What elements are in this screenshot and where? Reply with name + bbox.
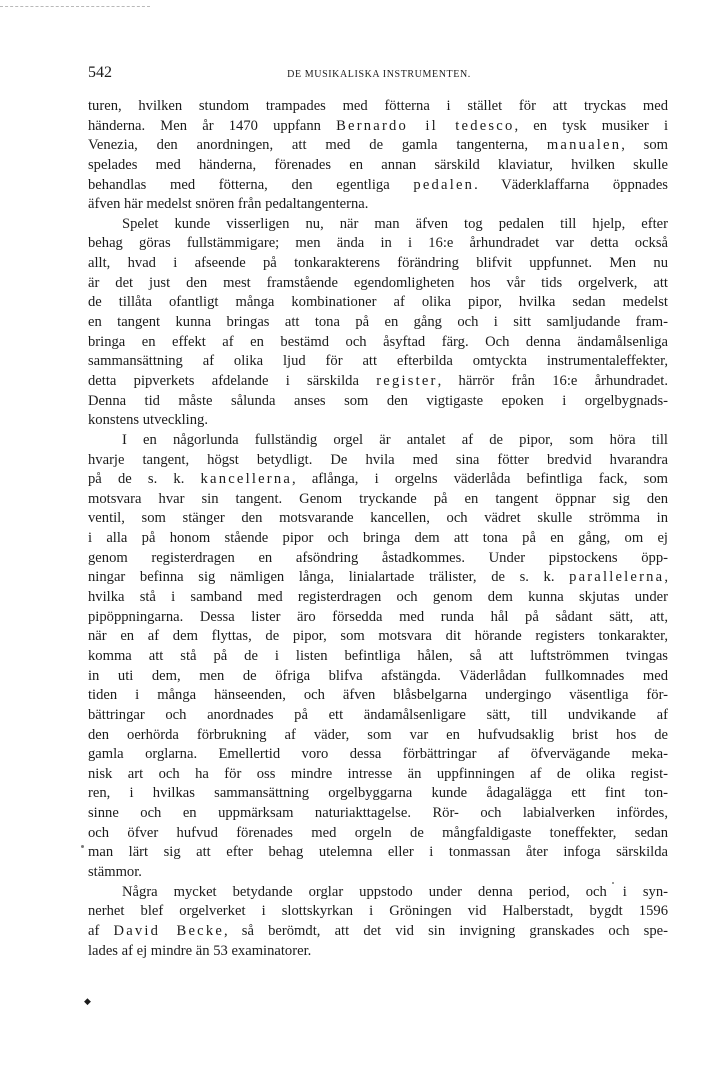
text-line bbox=[88, 215, 668, 235]
text-line bbox=[88, 274, 668, 294]
text-line bbox=[88, 765, 668, 785]
text-run: , härrör från 16:e århundradet. bbox=[437, 372, 668, 389]
text-run: Venezia, den anordningen, att med de gamla tangenterna, bbox=[88, 137, 547, 154]
text-line bbox=[88, 647, 668, 667]
spaced-term: register bbox=[376, 372, 438, 389]
text-run: är det just den mest framstående egendomligheten hos vår tids orgelverk, att bbox=[88, 274, 668, 291]
text-line bbox=[88, 588, 668, 608]
text-line bbox=[88, 804, 668, 824]
text-line bbox=[88, 313, 668, 333]
text-run: I en någorlunda fullständig orgel är antalet af de pipor, som höra till bbox=[122, 431, 668, 448]
text-run: Spelet kunde visserligen nu, när man äfven tog pedalen till hjelp, efter bbox=[122, 215, 668, 232]
text-run: man lärt sig att efter behag utelemna eller i tonmassan åter infoga särskilda bbox=[88, 844, 668, 861]
text-run: en tangent kunna bringas att tona på en gång och i sitt samljudande fram- bbox=[88, 314, 668, 331]
text-run: Denna tid måste sålunda anses som den vigtigaste epoken i orgelbygnads- bbox=[88, 392, 668, 409]
text-line bbox=[88, 411, 668, 431]
spaced-term: David Becke bbox=[113, 922, 224, 939]
text-line bbox=[88, 883, 668, 903]
spaced-term: Bernardo il tedesco bbox=[336, 117, 515, 134]
text-run: när en af dem flyttas, de pipor, som motsvara dit hörande registers tonkarakter, bbox=[88, 628, 668, 645]
text-run: genom registerdragen en afsöndring åstadkommes. Under pipstockens öpp- bbox=[88, 549, 668, 566]
text-line bbox=[88, 176, 668, 196]
text-line bbox=[88, 549, 668, 569]
text-run: , aflånga, i orgelns väderlåda befintliga fack, som bbox=[292, 471, 668, 488]
text-line bbox=[88, 509, 668, 529]
page-number: 542 bbox=[88, 64, 112, 81]
text-run: , bbox=[664, 569, 668, 586]
text-line bbox=[88, 627, 668, 647]
text-run: detta pipverkets afdelande i särskilda bbox=[88, 372, 377, 389]
text-run: på de s. k. bbox=[88, 471, 201, 488]
text-run: nisk art och ha för oss mindre intresse än uppfinningen af de olika regist- bbox=[88, 765, 668, 782]
text-run: ren, i hvilkas sammansättning orgelbyggarna kunde ådagalägga ett fint ton- bbox=[88, 785, 668, 802]
text-line bbox=[88, 431, 668, 451]
text-run: spelades med händerna, förenades en annan särskild klaviatur, hvilken skulle bbox=[88, 156, 668, 173]
text-run: händerna. Men år 1470 uppfann bbox=[88, 117, 337, 134]
text-run: lades af ej mindre än 53 examinatorer. bbox=[88, 942, 312, 959]
scan-edge-line bbox=[0, 6, 150, 7]
text-run: hvilka stå i samband med registerdragen och genom dem kunna skjutas under bbox=[88, 589, 668, 606]
text-line bbox=[88, 293, 668, 313]
text-line bbox=[88, 470, 668, 490]
body-text bbox=[88, 97, 668, 961]
spaced-term: parallelerna bbox=[569, 569, 665, 586]
text-run: Några mycket betydande orglar uppstodo under denna period, och i syn- bbox=[122, 883, 668, 900]
text-line bbox=[88, 117, 668, 137]
text-run: den oerhörda förbrukning af väder, som var en hufvudsaklig brist hos de bbox=[88, 726, 668, 743]
text-run: komma att stå på de i listen befintliga hålen, så att luftströmmen tvingas bbox=[88, 647, 668, 664]
text-run: äfven här medelst snören från pedaltangenterna. bbox=[88, 196, 369, 213]
text-run: och öfver hufvud förenades med orgeln de mångfaldigaste toneffekter, sedan bbox=[88, 824, 668, 841]
text-line bbox=[88, 568, 668, 588]
text-run: motsvara hvar sin tangent. Genom tryckande på en tangent öppnar sig den bbox=[88, 490, 668, 507]
print-speck bbox=[612, 882, 614, 884]
text-line bbox=[88, 608, 668, 628]
text-run: i alla på honom stående pipor och bringa dem att tona på en gång, om ej bbox=[88, 530, 668, 547]
text-line bbox=[88, 922, 668, 942]
text-run: tiden i många hänseenden, och äfven blåsbelgarna undergingo väsentliga för- bbox=[88, 687, 668, 704]
text-run: , en tysk musiker i bbox=[514, 117, 668, 134]
text-run: konstens utveckling. bbox=[88, 412, 208, 429]
text-line bbox=[88, 667, 668, 687]
text-run: behag göras fullstämmigare; men ända in i 16:e århundradet var detta också bbox=[88, 235, 668, 252]
text-line bbox=[88, 706, 668, 726]
text-line bbox=[88, 234, 668, 254]
text-line bbox=[88, 333, 668, 353]
text-line bbox=[88, 942, 668, 962]
text-line bbox=[88, 372, 668, 392]
text-run: bättringar och anordnades på ett ändamålsenligare sätt, till undvikande af bbox=[88, 706, 668, 723]
text-run: , så berömdt, att det vid sin invigning granskades och spe- bbox=[224, 922, 668, 939]
spaced-term: pedalen bbox=[413, 176, 475, 193]
text-run: sammansättning af olika ljud för att efterbilda omtyckta instrumentaleffekter, bbox=[88, 353, 668, 370]
text-run: sinne och en uppmärksam naturiakttagelse. Rör- och labialverken infördes, bbox=[88, 805, 668, 822]
text-line bbox=[88, 745, 668, 765]
text-line bbox=[88, 686, 668, 706]
text-line bbox=[88, 195, 668, 215]
text-line bbox=[88, 156, 668, 176]
text-line bbox=[88, 254, 668, 274]
text-line bbox=[88, 392, 668, 412]
print-speck bbox=[81, 845, 84, 848]
text-line bbox=[88, 726, 668, 746]
spaced-term: manualen bbox=[546, 137, 622, 154]
text-line bbox=[88, 352, 668, 372]
text-run: pipöppningarna. Dessa lister äro försedda med runda hål på sådant sätt, att, bbox=[88, 608, 668, 625]
text-line bbox=[88, 529, 668, 549]
text-run: ventil, som stänger den motsvarande kancellen, och vädret skulle strömma in bbox=[88, 510, 668, 527]
text-run: . Väderklaffarna öppnades bbox=[474, 176, 668, 193]
text-line bbox=[88, 136, 668, 156]
running-title: DE MUSIKALISKA INSTRUMENTEN. bbox=[287, 69, 471, 80]
spaced-term: kancellerna bbox=[200, 471, 292, 488]
text-run: allt, hvad i afseende på tonkarakterens förändring blifvit uppfunnet. Men nu bbox=[88, 255, 668, 272]
text-line bbox=[88, 97, 668, 117]
text-run: gamla orglarna. Emellertid voro dessa förbättringar af öfvervägande meka- bbox=[88, 746, 668, 763]
text-run: de tillåta ofantligt många kombinationer af olika pipor, hvilka sedan medelst bbox=[88, 294, 668, 311]
text-run: hvarje tangent, högst betydligt. De hvila med sina fötter bredvid hvarandra bbox=[88, 451, 668, 468]
text-run: stämmor. bbox=[88, 863, 142, 880]
text-run: ningar befinna sig nämligen långa, linialartade trälister, de s. k. bbox=[88, 569, 570, 586]
running-head bbox=[88, 64, 670, 86]
text-line bbox=[88, 784, 668, 804]
text-run: in uti dem, men de öfriga blifva afstängda. Väderlådan fullkomnades med bbox=[88, 667, 668, 684]
text-line bbox=[88, 902, 668, 922]
bullet-mark: ◆ bbox=[84, 996, 91, 1006]
text-line bbox=[88, 863, 668, 883]
text-run: behandlas med fötterna, den egentliga bbox=[88, 176, 414, 193]
text-run: nerhet blef orgelverket i slottskyrkan i Gröningen vid Halberstadt, bygdt 1596 bbox=[88, 903, 668, 920]
text-run: turen, hvilken stundom trampades med fötterna i stället för att tryckas med bbox=[88, 98, 668, 114]
text-run: bringa en effekt af en bestämd och åsyftad färg. Och denna ändamålsenliga bbox=[88, 333, 668, 350]
text-line bbox=[88, 451, 668, 471]
text-run: af bbox=[88, 922, 114, 939]
text-run: , som bbox=[621, 137, 669, 154]
text-line bbox=[88, 490, 668, 510]
text-line bbox=[88, 824, 668, 844]
text-line bbox=[88, 843, 668, 863]
